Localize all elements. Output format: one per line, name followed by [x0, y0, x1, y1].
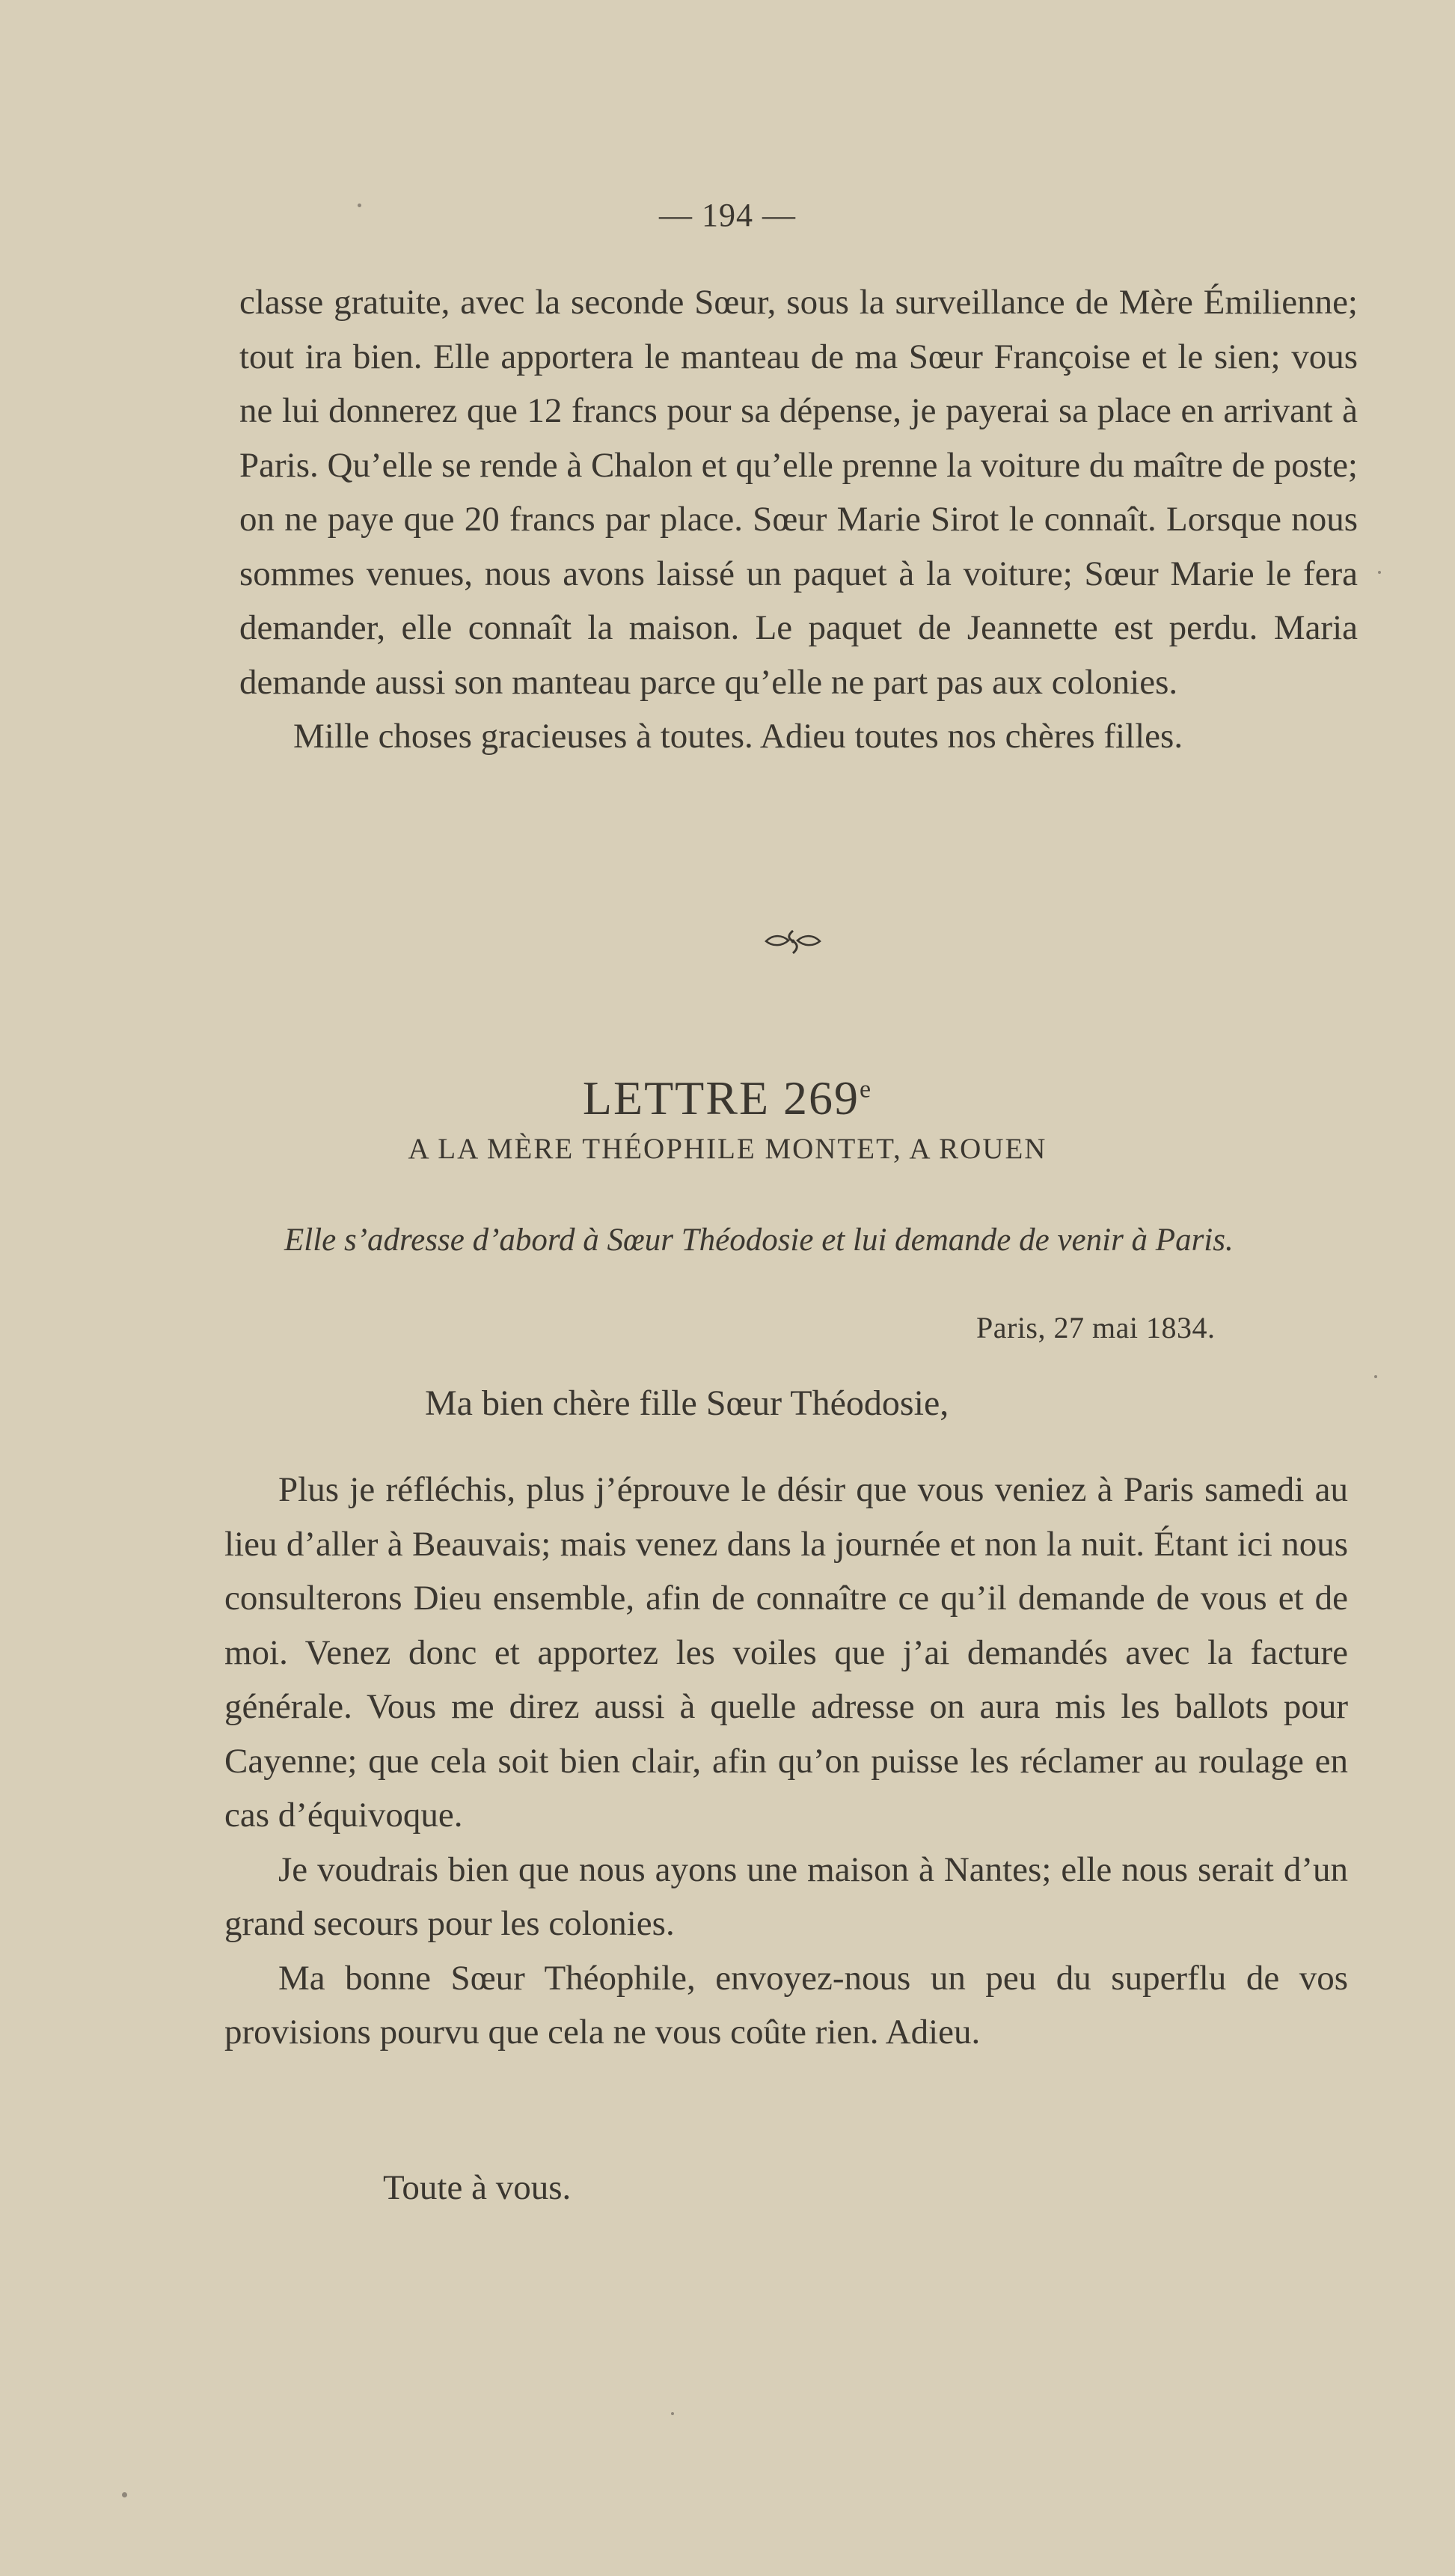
- letter-body-paragraph: Je voudrais bien que nous ayons une maison à Nantes; elle nous serait d’un grand secours pour les colonies.: [224, 1850, 1348, 1943]
- letter-body-paragraph: Ma bonne Sœur Théophile, envoyez-nous un peu du superflu de vos provisions pourvu que cela ne vous coûte rien. Adieu.: [224, 1958, 1348, 2052]
- letter-date: Paris, 27 mai 1834.: [976, 1311, 1216, 1344]
- paper-speck: [122, 2492, 127, 2497]
- letter-closing: Toute à vous.: [383, 2168, 572, 2207]
- continuation-paragraph: Mille choses gracieuses à toutes. Adieu toutes nos chères filles.: [293, 717, 1183, 756]
- letter-salutation: Ma bien chère fille Sœur Théodosie,: [425, 1383, 949, 1423]
- letter-title-superscript: e: [860, 1075, 873, 1104]
- letter-body-paragraph: Plus je réfléchis, plus j’éprouve le désir que vous veniez à Paris samedi au lieu d’aller à Beauvais; mais venez dans la journée et non la nuit. Étant ici nous consulterons Dieu ensemble, afin de connaître ce qu’il demande de vous et de moi. Venez donc et apportez les voiles que j’ai demandés avec la facture générale. Vous me direz aussi à quelle adresse on aura mis les ballots pour Cayenne; que cela soit bien clair, afin qu’on puisse les réclamer au roulage en cas d’équivoque.: [224, 1470, 1348, 1835]
- letter-title: [0, 1071, 1455, 1126]
- paper-speck: [358, 204, 361, 207]
- continuation-paragraph: classe gratuite, avec la seconde Sœur, sous la surveillance de Mère Émilienne; tout ira bien. Elle apportera le manteau de ma Sœur Françoise et le sien; vous ne lui donnerez que 12 francs pour sa dépense, je payerai sa place en arrivant à Paris. Qu’elle se rende à Chalon et qu’elle prenne la voiture du maître de poste; on ne paye que 20 francs par place. Sœur Marie Sirot le connaît. Lorsque nous sommes venues, nous avons laissé un paquet à la voiture; Sœur Marie le fera demander, elle connaît la maison. Le paquet de Jeannette est perdu. Maria demande aussi son manteau parce qu’elle ne part pas aux colonies.: [239, 283, 1358, 702]
- letter-recipient: A LA MÈRE THÉOPHILE MONTET, A ROUEN: [408, 1133, 1047, 1165]
- fleuron-ornament-icon: [763, 926, 823, 956]
- paper-speck: [1374, 1375, 1377, 1378]
- paper-speck: [671, 2412, 674, 2415]
- continuation-text: [239, 275, 1358, 764]
- page-number: — 194 —: [659, 197, 796, 233]
- letter-summary: Elle s’adresse d’abord à Sœur Théodosie et lui demande de venir à Paris.: [284, 1223, 1234, 1258]
- paper-speck: [1378, 571, 1381, 574]
- letter-body: [224, 1463, 1348, 2060]
- letter-title-text: LETTRE 269: [582, 1071, 860, 1125]
